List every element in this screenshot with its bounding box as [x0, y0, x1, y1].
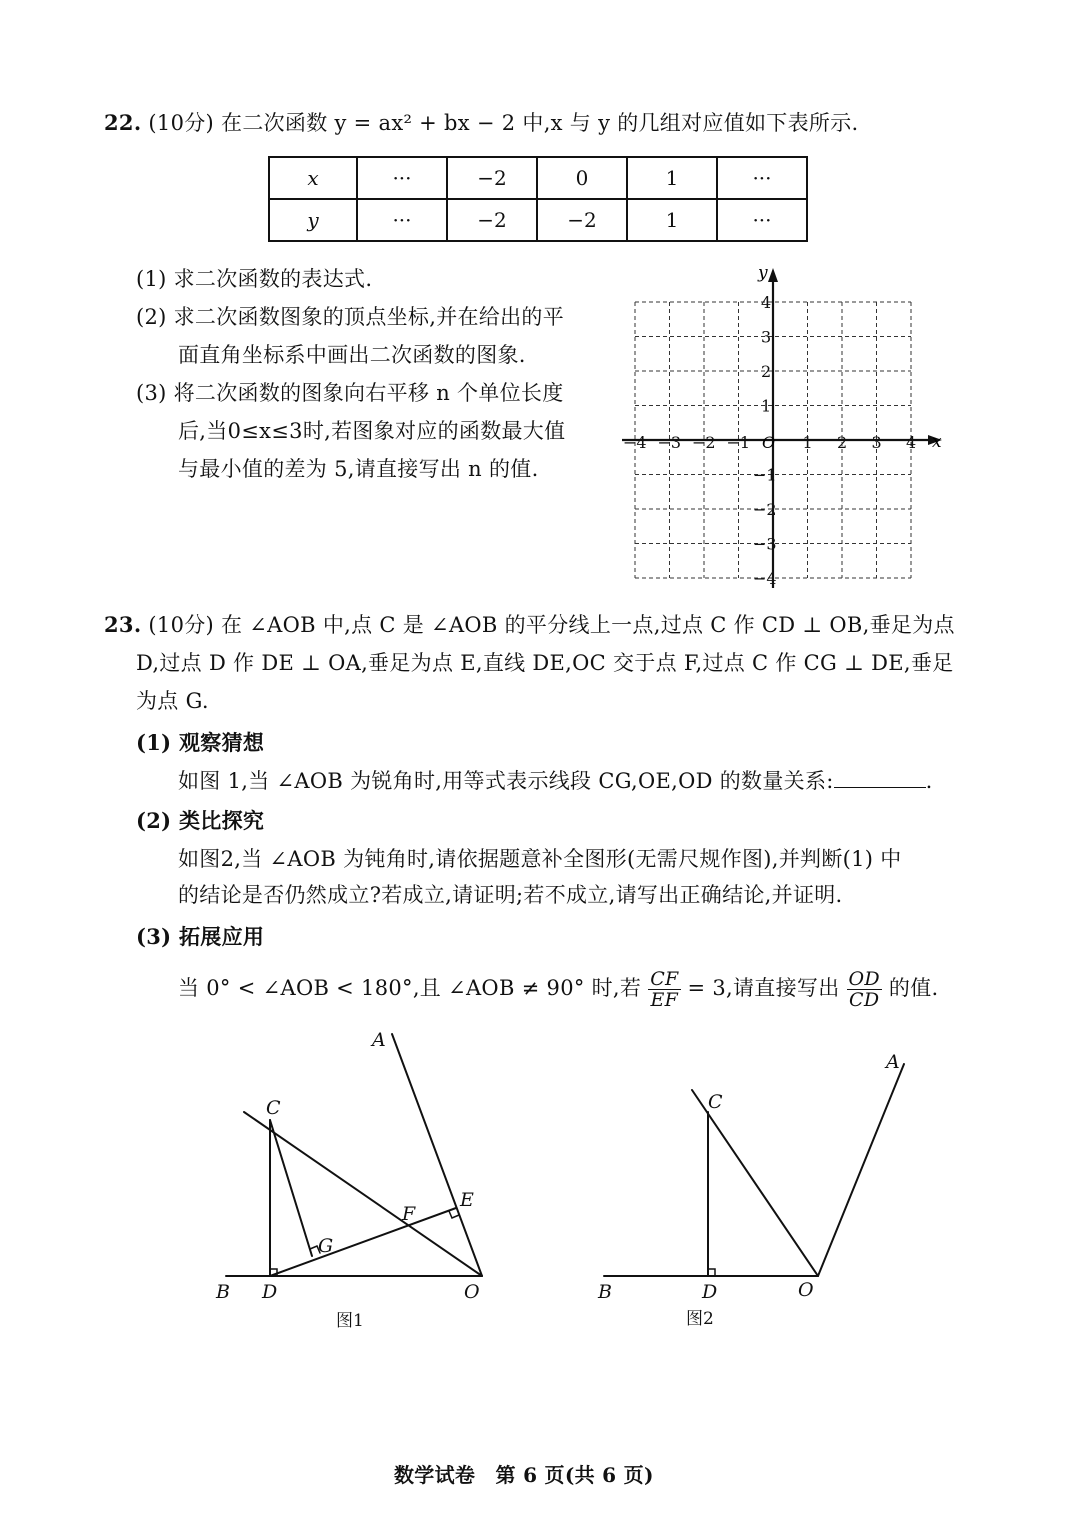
- q22-value-table: [268, 156, 808, 242]
- table-cell: y: [269, 199, 357, 241]
- point-label-o: O: [464, 1281, 480, 1303]
- x-axis-label: x: [932, 432, 942, 452]
- fraction-numerator: OD: [848, 968, 880, 990]
- q23-score: (10分): [148, 613, 215, 637]
- y-tick-label: 3: [761, 327, 772, 347]
- q23-part1-text: 如图 1,当 ∠AOB 为锐角时,用等式表示线段 CG,OE,OD 的数量关系:: [178, 769, 834, 793]
- point-label-e: E: [460, 1189, 474, 1211]
- segment-cg: [270, 1120, 312, 1256]
- q22-part2-b: 面直角坐标系中画出二次函数的图象.: [178, 343, 526, 367]
- y-tick-label: −3: [753, 534, 777, 554]
- q22-part2-a: (2) 求二次函数图象的顶点坐标,并在给出的平: [136, 305, 564, 329]
- x-tick-label: −2: [692, 433, 716, 452]
- point-label-d: D: [262, 1281, 278, 1303]
- q22-stem: 在二次函数 y = ax² + bx − 2 中,x 与 y 的几组对应值如下表所示.: [221, 111, 859, 135]
- fraction-denominator: CD: [849, 989, 880, 1011]
- x-tick-label: 3: [871, 433, 882, 452]
- y-axis-arrow-icon: [768, 268, 778, 282]
- coordinate-grid: [620, 262, 950, 592]
- point-label-o: O: [798, 1279, 814, 1301]
- q23-stem-line-1: [104, 610, 955, 640]
- q22-number: 22.: [104, 110, 142, 135]
- figure-2: [590, 1040, 920, 1340]
- table-row-x: [269, 157, 807, 199]
- right-angle-mark-d: [708, 1269, 715, 1276]
- point-label-f: F: [402, 1203, 416, 1225]
- x-tick-label: −3: [657, 433, 682, 452]
- q23-stem-3: 为点 G.: [136, 689, 209, 713]
- table-cell: −2: [447, 157, 537, 199]
- ray-oa: [818, 1064, 904, 1276]
- line-oc: [692, 1090, 818, 1276]
- point-label-c: C: [708, 1091, 723, 1113]
- page-footer: 数学试卷 第 6 页(共 6 页): [394, 1463, 654, 1487]
- table-cell: −2: [537, 199, 627, 241]
- line-de: [270, 1208, 456, 1276]
- y-tick-label: −1: [753, 465, 777, 485]
- q23-part2-text-a: 如图2,当 ∠AOB 为钝角时,请依据题意补全图形(无需尺规作图),并判断(1) 中: [178, 847, 902, 871]
- point-label-d: D: [702, 1281, 718, 1303]
- table-cell: ···: [357, 199, 447, 241]
- answer-blank: [834, 767, 926, 788]
- y-tick-label: 2: [761, 362, 772, 381]
- q23-number: 23.: [104, 612, 142, 637]
- y-tick-label: −4: [753, 569, 777, 588]
- table-cell: 1: [627, 199, 717, 241]
- fraction-cf-ef: [648, 969, 680, 1010]
- table-row-y: [269, 199, 807, 241]
- x-tick-label: 4: [906, 433, 917, 452]
- table-cell: ···: [357, 157, 447, 199]
- origin-label: O: [762, 433, 776, 452]
- q23-part3-post: 的值.: [888, 976, 939, 1000]
- q23-stem-2: D,过点 D 作 DE ⊥ OA,垂足为点 E,直线 DE,OC 交于点 F,过点 C 作 CG ⊥ DE,垂足: [136, 651, 954, 675]
- figure-2-caption: 图2: [686, 1309, 714, 1329]
- fraction-denominator: EF: [650, 989, 679, 1011]
- table-cell: 0: [537, 157, 627, 199]
- point-label-b: B: [598, 1281, 612, 1303]
- point-label-b: B: [216, 1281, 230, 1303]
- figure-1-caption: 图1: [336, 1311, 364, 1331]
- x-tick-label: 2: [837, 433, 848, 452]
- point-label-a: A: [886, 1051, 900, 1073]
- table-cell: 1: [627, 157, 717, 199]
- y-axis-label: y: [758, 263, 768, 283]
- q23-part1-line: [178, 766, 933, 796]
- fraction-od-cd: [847, 969, 882, 1010]
- q23-part2-title: (2) 类比探究: [136, 808, 265, 833]
- q23-stem-1: 在 ∠AOB 中,点 C 是 ∠AOB 的平分线上一点,过点 C 作 CD ⊥ OB,垂足为点: [221, 613, 955, 637]
- q22-part3-a: (3) 将二次函数的图象向右平移 n 个单位长度: [136, 381, 564, 405]
- q23-part3-pre: 当 0° < ∠AOB < 180°,且 ∠AOB ≠ 90° 时,若: [178, 976, 642, 1000]
- point-label-c: C: [266, 1097, 281, 1119]
- y-tick-label: 1: [761, 396, 772, 416]
- q22-stem-line: [104, 108, 858, 138]
- q22-part3-b: 后,当0≤x≤3时,若图象对应的函数最大值: [178, 419, 566, 443]
- q22-part1: (1) 求二次函数的表达式.: [136, 267, 373, 291]
- ray-oa: [392, 1034, 482, 1276]
- q23-part1-title: (1) 观察猜想: [136, 730, 265, 755]
- table-cell: ···: [717, 157, 807, 199]
- table-cell: −2: [447, 199, 537, 241]
- point-label-g: G: [318, 1235, 334, 1257]
- line-oc: [244, 1112, 482, 1276]
- q23-part3-mid: = 3,请直接写出: [687, 976, 840, 1000]
- q22-part3-c: 与最小值的差为 5,请直接写出 n 的值.: [178, 457, 539, 481]
- fraction-numerator: CF: [650, 968, 679, 990]
- figure-1: [200, 1020, 520, 1340]
- x-tick-label: −1: [726, 433, 751, 452]
- q23-part3-title: (3) 拓展应用: [136, 924, 265, 949]
- x-tick-label: −4: [623, 433, 647, 452]
- y-tick-label: 4: [761, 293, 772, 312]
- q23-part1-end: .: [925, 769, 933, 793]
- table-cell: ···: [717, 199, 807, 241]
- y-tick-label: −2: [753, 500, 777, 519]
- point-label-a: A: [372, 1029, 386, 1051]
- q23-part2-text-b: 的结论是否仍然成立?若成立,请证明;若不成立,请写出正确结论,并证明.: [178, 883, 843, 907]
- q22-score: (10分): [148, 111, 215, 135]
- x-tick-label: 1: [802, 433, 813, 452]
- q23-part3-line: [178, 966, 938, 1010]
- table-cell: x: [269, 157, 357, 199]
